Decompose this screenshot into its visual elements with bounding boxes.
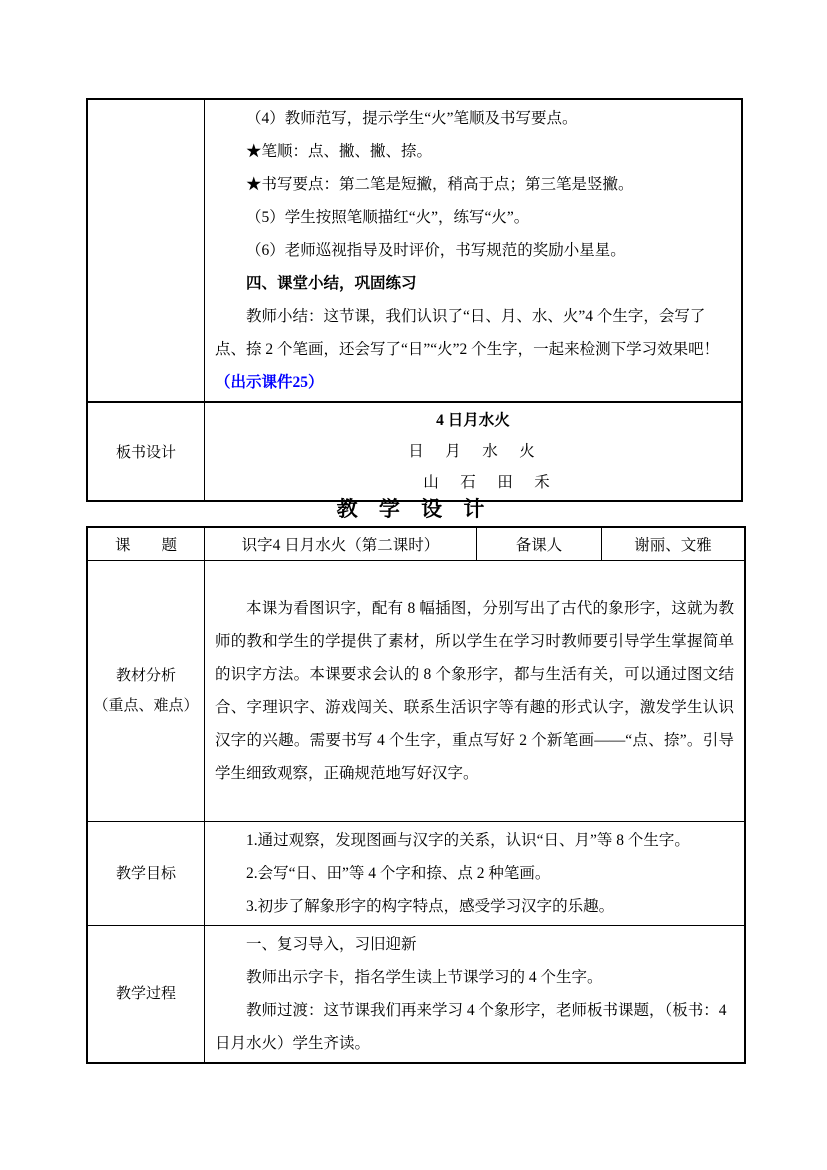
- process-item: 教师出示字卡，指名学生读上节课学习的 4 个生字。: [246, 969, 603, 986]
- lesson-summary-table: [86, 98, 743, 502]
- lesson-step-line: （4）教师范写，提示学生“火”笔顺及书写要点。: [246, 110, 578, 127]
- teacher-summary-paragraph: [215, 300, 731, 399]
- teaching-design-table: [86, 526, 746, 1064]
- lesson-steps-cell: [205, 99, 743, 402]
- table-row: [87, 402, 742, 501]
- lesson-step-line: （5）学生按照笔顺描红“火”，练写“火”。: [246, 209, 530, 226]
- teaching-process-label: 教学过程: [87, 926, 205, 1064]
- objective-item: 3.初步了解象形字的构字特点，感受学习汉字的乐趣。: [246, 898, 615, 915]
- table-row: [87, 99, 742, 402]
- board-line-characters: 日 月 水 火: [408, 443, 538, 460]
- board-design-cell: [205, 402, 743, 501]
- material-analysis-label: [87, 561, 205, 822]
- courseware-note: （出示课件25）: [215, 374, 324, 391]
- preparer-label: 备课人: [477, 527, 602, 561]
- teacher-summary-text: 教师小结：这节课，我们认识了“日、月、水、火”4 个生字，会写了点、捺 2 个笔画，还会写了“日”“火”2 个生字，一起来检测下学习效果吧！: [215, 308, 720, 358]
- teaching-objectives-label: 教学目标: [87, 822, 205, 926]
- objective-item: 2.会写“日、田”等 4 个字和捺、点 2 种笔画。: [246, 865, 551, 882]
- stroke-order-line: ★笔顺：点、撇、撇、捺。: [246, 143, 433, 160]
- section-subheading: 四、课堂小结，巩固练习: [246, 275, 417, 292]
- process-item: 一、复习导入，习旧迎新: [246, 936, 417, 953]
- writing-points-line: ★书写要点：第二笔是短撇，稍高于点；第三笔是竖撇。: [246, 176, 634, 193]
- page-title: 教 学 设 计: [336, 497, 493, 521]
- empty-label-cell: [87, 99, 205, 402]
- preparer-value: 谢丽、文雅: [602, 527, 746, 561]
- table-row: [87, 561, 745, 822]
- teaching-process-cell: [205, 926, 746, 1064]
- teaching-objectives-cell: [205, 822, 746, 926]
- material-analysis-label-line1: 教材分析: [115, 668, 176, 684]
- topic-label: 课 题: [87, 527, 205, 561]
- table-row: [87, 926, 745, 1064]
- lesson-step-line: （6）老师巡视指导及时评价，书写规范的奖励小星星。: [246, 242, 626, 259]
- board-design-label: 板书设计: [87, 402, 205, 501]
- process-item: 教师过渡：这节课我们再来学习 4 个象形字，老师板书课题，（板书：4 日月水火）学生齐读。: [215, 1002, 727, 1052]
- table-row: [87, 822, 745, 926]
- objective-item: 1.通过观察，发现图画与汉字的关系，认识“日、月”等 8 个生字。: [246, 832, 690, 849]
- material-analysis-text: 本课为看图识字，配有 8 幅插图，分别写出了古代的象形字，这就为教师的教和学生的学提供了素材，所以学生在学习时教师要引导学生掌握简单的识字方法。本课要求会认的 8 个象形字，都与生活有关，可以通过图文结合、字理识字、游戏闯关、联系生活识字等有趣的形式认字，激发学生认识汉字的兴趣。需要书写 4 个生字，重点写好 2 个新笔画——“点、捺”。引导学生细致观察，正确规范地写好汉字。: [215, 600, 734, 782]
- material-analysis-cell: [205, 561, 746, 822]
- board-line-characters: 山 石 田 禾: [423, 474, 553, 491]
- board-title: 4 日月水火: [436, 412, 510, 429]
- table-header-row: [87, 527, 745, 561]
- topic-value: 识字4 日月水火（第二课时）: [205, 527, 477, 561]
- material-analysis-label-line2: （重点、难点）: [93, 698, 199, 714]
